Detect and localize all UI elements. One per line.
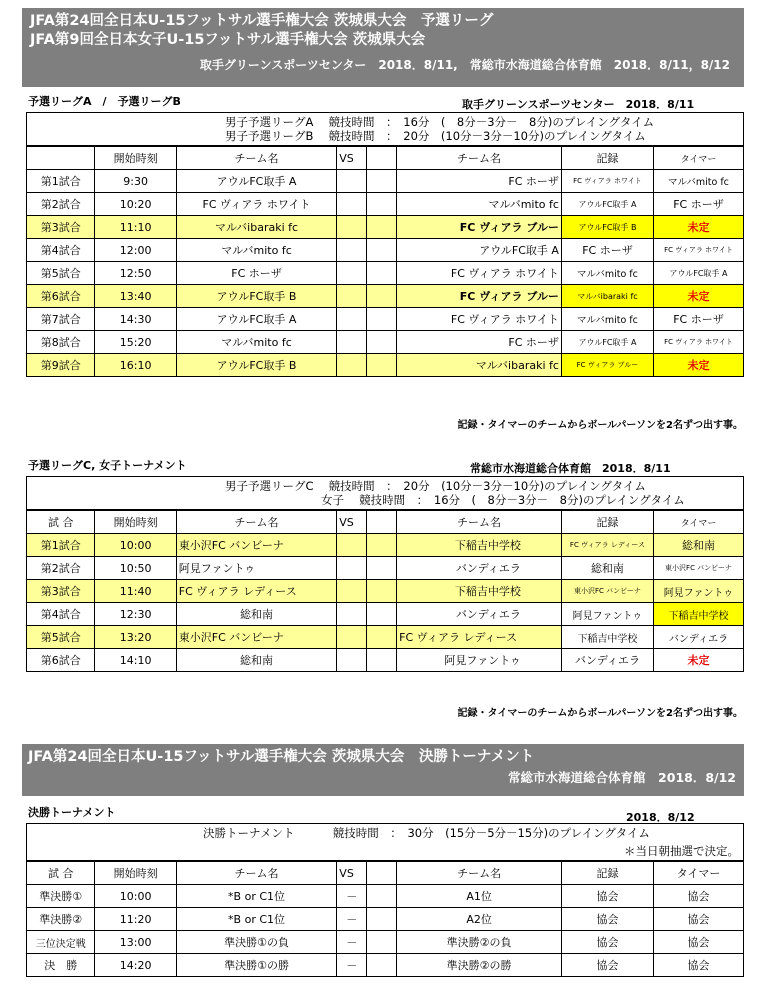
- game-label: 第7試合: [27, 308, 95, 331]
- header-timer: タイマー: [653, 510, 743, 534]
- header-blank: [367, 146, 397, 170]
- header-game: 試 合: [27, 861, 95, 885]
- record-team: バンディエラ: [561, 649, 653, 672]
- away-team: FC ヴィアラ ブルー: [397, 216, 562, 239]
- section-c-header-row: [27, 510, 744, 534]
- vs-cell: [367, 239, 397, 262]
- vs-cell: [367, 885, 397, 908]
- vs-cell: [337, 354, 367, 377]
- home-team: 東小沢FC バンビーナ: [176, 626, 336, 649]
- section-c-venue: 常総市水海道総合体育館 2018．8/11: [470, 462, 671, 475]
- table-row: [27, 885, 744, 908]
- home-team: 準決勝①の勝: [176, 954, 337, 977]
- section-a-header-row: [27, 146, 744, 170]
- header-team-away: チーム名: [397, 510, 562, 534]
- home-team: 阿見ファントゥ: [176, 557, 336, 580]
- home-team: マルバibaraki fc: [176, 216, 336, 239]
- timer-team: 協会: [654, 931, 744, 954]
- home-team: マルバmito fc: [176, 239, 336, 262]
- away-team: A1位: [397, 885, 562, 908]
- game-label: 第2試合: [27, 193, 95, 216]
- start-time: 15:20: [95, 331, 176, 354]
- timer-team: FC ホーザ: [653, 308, 743, 331]
- home-team: *B or C1位: [176, 908, 337, 931]
- table-row: [27, 580, 744, 603]
- timer-team: 未定: [653, 285, 743, 308]
- away-team: 準決勝②の負: [397, 931, 562, 954]
- vs-cell: [367, 331, 397, 354]
- record-team: 東小沢FC バンビーナ: [561, 580, 653, 603]
- home-team: 準決勝①の負: [176, 931, 337, 954]
- game-label: 第1試合: [27, 534, 95, 557]
- start-time: 10:00: [95, 534, 176, 557]
- header-team-home: チーム名: [176, 861, 337, 885]
- table-row: [27, 931, 744, 954]
- header-timer: タイマー: [653, 146, 743, 170]
- timer-team: バンディエラ: [653, 626, 743, 649]
- table-row: [27, 954, 744, 977]
- vs-cell: [367, 908, 397, 931]
- table-row: [27, 262, 744, 285]
- section-c-heading: 予選リーグC, 女子トーナメント: [28, 459, 187, 472]
- header-vs: VS: [337, 861, 367, 885]
- vs-cell: [337, 285, 367, 308]
- final-draw-note: ＊当日朝抽選で決定。: [624, 844, 739, 858]
- final-heading: 決勝トーナメント: [28, 806, 116, 819]
- timer-team: 協会: [654, 908, 744, 931]
- start-time: 14:20: [95, 954, 176, 977]
- table-row: [27, 626, 744, 649]
- vs-cell: [337, 193, 367, 216]
- timer-team: 未定: [653, 216, 743, 239]
- header-vs: VS: [337, 146, 367, 170]
- away-team: FC ヴィアラ レディース: [397, 626, 562, 649]
- away-team: マルバibaraki fc: [397, 354, 562, 377]
- final-date: 2018．8/12: [626, 811, 695, 824]
- header-time: 開始時刻: [95, 861, 176, 885]
- vs-cell: [367, 626, 397, 649]
- table-row: [27, 331, 744, 354]
- home-team: FC ホーザ: [176, 262, 336, 285]
- banner-venues: 取手グリーンスポーツセンター 2018．8/11, 常総市水海道総合体育館 2018．8/11，8/12: [199, 58, 730, 72]
- home-team: アウルFC取手 B: [176, 354, 336, 377]
- ball-person-note-2: 記録・タイマーのチームからボールパーソンを2名ずつ出す事。: [457, 708, 743, 719]
- game-label: 準決勝①: [27, 885, 95, 908]
- home-team: アウルFC取手 B: [176, 285, 336, 308]
- header-record: 記録: [561, 510, 653, 534]
- start-time: 11:40: [95, 580, 176, 603]
- timer-team: FC ヴィアラ ホワイト: [653, 331, 743, 354]
- start-time: 10:00: [95, 885, 176, 908]
- section-c-info: [27, 477, 744, 511]
- vs-cell: [337, 308, 367, 331]
- vs-cell: [367, 193, 397, 216]
- game-label: 第4試合: [27, 239, 95, 262]
- vs-cell: [367, 931, 397, 954]
- away-team: A2位: [397, 908, 562, 931]
- timer-team: 東小沢FC バンビーナ: [653, 557, 743, 580]
- header-time: 開始時刻: [95, 510, 176, 534]
- start-time: 11:20: [95, 908, 176, 931]
- record-team: FC ホーザ: [561, 239, 653, 262]
- away-team: バンディエラ: [397, 603, 562, 626]
- header-record: 記録: [561, 861, 653, 885]
- section-a-table: [26, 112, 744, 377]
- vs-cell: [337, 534, 367, 557]
- vs-cell: －: [337, 931, 367, 954]
- home-team: 総和南: [176, 603, 336, 626]
- timer-team: FC ホーザ: [653, 193, 743, 216]
- vs-cell: [337, 331, 367, 354]
- record-team: マルバmito fc: [561, 262, 653, 285]
- header-team-home: チーム名: [176, 146, 336, 170]
- start-time: 13:00: [95, 931, 176, 954]
- final-banner: [22, 744, 744, 796]
- banner-title-1: JFA第24回全日本U-15フットサル選手権大会 茨城県大会 予選リーグ: [30, 13, 494, 29]
- timer-team: アウルFC取手 A: [653, 262, 743, 285]
- vs-cell: [367, 354, 397, 377]
- header-game: [27, 146, 95, 170]
- home-team: FC ヴィアラ ホワイト: [176, 193, 336, 216]
- vs-cell: －: [337, 885, 367, 908]
- start-time: 16:10: [95, 354, 176, 377]
- final-table: [26, 823, 744, 977]
- record-team: 総和南: [561, 557, 653, 580]
- timer-team: 協会: [654, 885, 744, 908]
- section-a-heading: 予選リーグA / 予選リーグB: [28, 95, 181, 108]
- vs-cell: －: [337, 908, 367, 931]
- game-label: 第5試合: [27, 262, 95, 285]
- game-label: 第1試合: [27, 170, 95, 193]
- vs-cell: [337, 557, 367, 580]
- record-team: アウルFC取手 B: [561, 216, 653, 239]
- start-time: 10:20: [95, 193, 176, 216]
- timer-team: 協会: [654, 954, 744, 977]
- game-label: 第2試合: [27, 557, 95, 580]
- vs-cell: [367, 580, 397, 603]
- start-time: 10:50: [95, 557, 176, 580]
- vs-cell: [367, 308, 397, 331]
- table-row: [27, 603, 744, 626]
- game-label: 第3試合: [27, 580, 95, 603]
- top-banner: [22, 8, 744, 87]
- timer-team: 総和南: [653, 534, 743, 557]
- table-row: [27, 193, 744, 216]
- vs-cell: [367, 285, 397, 308]
- vs-cell: [367, 557, 397, 580]
- record-team: アウルFC取手 A: [561, 331, 653, 354]
- final-banner-title: JFA第24回全日本U-15フットサル選手権大会 茨城県大会 決勝トーナメント: [28, 749, 535, 765]
- away-team: マルバmito fc: [397, 193, 562, 216]
- game-label: 第9試合: [27, 354, 95, 377]
- vs-cell: －: [337, 954, 367, 977]
- game-label: 第4試合: [27, 603, 95, 626]
- table-row: [27, 534, 744, 557]
- away-team: バンディエラ: [397, 557, 562, 580]
- vs-cell: [367, 954, 397, 977]
- final-time: 決勝トーナメント 競技時間 ： 30分 (15分－5分－15分)のプレイングタイム: [203, 826, 650, 840]
- vs-cell: [367, 649, 397, 672]
- final-header-row: [27, 861, 744, 885]
- away-team: FC ヴィアラ ブルー: [397, 285, 562, 308]
- table-row: [27, 557, 744, 580]
- vs-cell: [367, 534, 397, 557]
- record-team: 協会: [561, 908, 653, 931]
- away-team: 下稲吉中学校: [397, 534, 562, 557]
- game-label: 決 勝: [27, 954, 95, 977]
- vs-cell: [367, 216, 397, 239]
- game-label: 第5試合: [27, 626, 95, 649]
- header-blank: [367, 510, 397, 534]
- timer-team: マルバmito fc: [653, 170, 743, 193]
- home-team: FC ヴィアラ レディース: [176, 580, 336, 603]
- vs-cell: [367, 262, 397, 285]
- table-row: [27, 285, 744, 308]
- header-blank: [367, 861, 397, 885]
- home-team: アウルFC取手 A: [176, 308, 336, 331]
- vs-cell: [337, 262, 367, 285]
- section-c-table: [26, 476, 744, 672]
- away-team: FC ヴィアラ ホワイト: [397, 262, 562, 285]
- start-time: 12:00: [95, 239, 176, 262]
- vs-cell: [337, 170, 367, 193]
- header-team-away: チーム名: [397, 146, 562, 170]
- record-team: 協会: [561, 931, 653, 954]
- timer-team: 下稲吉中学校: [653, 603, 743, 626]
- vs-cell: [337, 626, 367, 649]
- section-a-venue: 取手グリーンスポーツセンター 2018．8/11: [462, 98, 695, 111]
- header-game: 試 合: [27, 510, 95, 534]
- start-time: 12:30: [95, 603, 176, 626]
- women-time: 女子 競技時間 ： 16分 ( 8分－3分－ 8分)のプレイングタイム: [321, 493, 685, 507]
- away-team: アウルFC取手 A: [397, 239, 562, 262]
- start-time: 13:20: [95, 626, 176, 649]
- vs-cell: [367, 603, 397, 626]
- start-time: 14:30: [95, 308, 176, 331]
- start-time: 13:40: [95, 285, 176, 308]
- header-team-home: チーム名: [176, 510, 336, 534]
- table-row: [27, 308, 744, 331]
- record-team: マルバmito fc: [561, 308, 653, 331]
- away-team: FC ホーザ: [397, 331, 562, 354]
- league-c-time: 男子予選リーグC 競技時間 ： 20分 (10分－3分－10分)のプレイングタイム: [225, 479, 646, 493]
- start-time: 9:30: [95, 170, 176, 193]
- vs-cell: [337, 580, 367, 603]
- home-team: 総和南: [176, 649, 336, 672]
- home-team: マルバmito fc: [176, 331, 336, 354]
- vs-cell: [367, 170, 397, 193]
- record-team: 協会: [561, 885, 653, 908]
- timer-team: 未定: [653, 354, 743, 377]
- start-time: 14:10: [95, 649, 176, 672]
- league-a-time: 男子予選リーグA 競技時間 ： 16分 ( 8分－3分－ 8分)のプレイングタイム: [225, 115, 655, 129]
- table-row: [27, 354, 744, 377]
- header-vs: VS: [337, 510, 367, 534]
- final-info: [27, 824, 744, 862]
- header-record: 記録: [561, 146, 653, 170]
- section-a-info: [27, 113, 744, 147]
- start-time: 12:50: [95, 262, 176, 285]
- record-team: 阿見ファントゥ: [561, 603, 653, 626]
- game-label: 第3試合: [27, 216, 95, 239]
- record-team: FC ヴィアラ レディース: [561, 534, 653, 557]
- away-team: 下稲吉中学校: [397, 580, 562, 603]
- record-team: FC ヴィアラ ブルー: [561, 354, 653, 377]
- away-team: FC ヴィアラ ホワイト: [397, 308, 562, 331]
- game-label: 第6試合: [27, 649, 95, 672]
- vs-cell: [337, 216, 367, 239]
- away-team: 準決勝②の勝: [397, 954, 562, 977]
- game-label: 第8試合: [27, 331, 95, 354]
- away-team: 阿見ファントゥ: [397, 649, 562, 672]
- record-team: マルバibaraki fc: [561, 285, 653, 308]
- table-row: [27, 216, 744, 239]
- timer-team: FC ヴィアラ ホワイト: [653, 239, 743, 262]
- header-timer: タイマー: [654, 861, 744, 885]
- vs-cell: [337, 649, 367, 672]
- final-banner-venue: 常総市水海道総合体育館 2018．8/12: [508, 770, 736, 785]
- table-row: [27, 170, 744, 193]
- table-row: [27, 239, 744, 262]
- record-team: FC ヴィアラ ホワイト: [561, 170, 653, 193]
- start-time: 11:10: [95, 216, 176, 239]
- header-team-away: チーム名: [397, 861, 562, 885]
- vs-cell: [337, 239, 367, 262]
- game-label: 第6試合: [27, 285, 95, 308]
- game-label: 準決勝②: [27, 908, 95, 931]
- table-row: [27, 908, 744, 931]
- away-team: FC ホーザ: [397, 170, 562, 193]
- game-label: 三位決定戦: [27, 931, 95, 954]
- home-team: *B or C1位: [176, 885, 337, 908]
- header-time: 開始時刻: [95, 146, 176, 170]
- vs-cell: [337, 603, 367, 626]
- record-team: アウルFC取手 A: [561, 193, 653, 216]
- table-row: [27, 649, 744, 672]
- record-team: 協会: [561, 954, 653, 977]
- timer-team: 未定: [653, 649, 743, 672]
- home-team: アウルFC取手 A: [176, 170, 336, 193]
- league-b-time: 男子予選リーグB 競技時間 ： 20分 (10分－3分－10分)のプレイングタイム: [225, 129, 646, 143]
- timer-team: 阿見ファントゥ: [653, 580, 743, 603]
- banner-title-2: JFA第9回全日本女子U-15フットサル選手権大会 茨城県大会: [30, 32, 426, 48]
- ball-person-note: 記録・タイマーのチームからボールパーソンを2名ずつ出す事。: [457, 420, 743, 431]
- home-team: 東小沢FC バンビーナ: [176, 534, 336, 557]
- record-team: 下稲吉中学校: [561, 626, 653, 649]
